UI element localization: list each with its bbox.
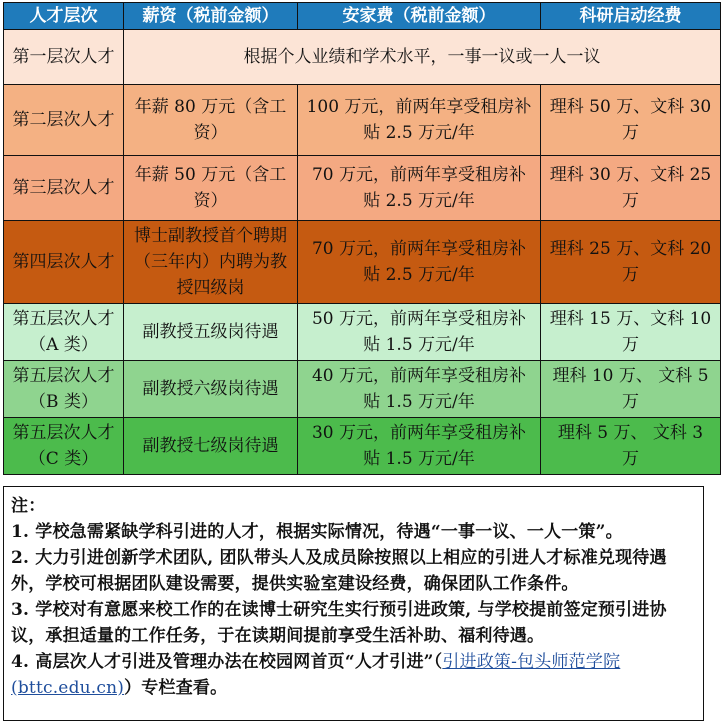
research-cell: 理科 50 万、文科 30 万 bbox=[541, 85, 721, 156]
note-item-1: 1. 学校急需紧缺学科引进的人才，根据实际情况，待遇“一事一议、一人一策”。 bbox=[11, 522, 623, 542]
salary-cell: 副教授七级岗待遇 bbox=[124, 418, 298, 475]
policy-link[interactable]: 引进政策-包头师范学院(bttc.edu.cn) bbox=[11, 652, 621, 698]
table-row bbox=[4, 304, 721, 361]
table-row bbox=[4, 30, 721, 85]
housing-cell: 70 万元，前两年享受租房补贴 2.5 万元/年 bbox=[298, 156, 541, 221]
level-cell: 第五层次人才（A 类） bbox=[4, 304, 124, 361]
level-cell: 第三层次人才 bbox=[4, 156, 124, 221]
research-cell: 理科 10 万、 文科 5 万 bbox=[541, 361, 721, 418]
header-level: 人才层次 bbox=[4, 3, 124, 30]
salary-cell: 年薪 80 万元（含工资） bbox=[124, 85, 298, 156]
level-cell: 第四层次人才 bbox=[4, 221, 124, 304]
talent-policy-table bbox=[3, 2, 721, 475]
header-housing: 安家费（税前金额） bbox=[298, 3, 541, 30]
housing-cell: 100 万元，前两年享受租房补贴 2.5 万元/年 bbox=[298, 85, 541, 156]
header-salary: 薪资（税前金额） bbox=[124, 3, 298, 30]
housing-cell: 30 万元，前两年享受租房补贴 1.5 万元/年 bbox=[298, 418, 541, 475]
research-cell: 理科 30 万、文科 25 万 bbox=[541, 156, 721, 221]
table-row bbox=[4, 221, 721, 304]
salary-cell: 副教授六级岗待遇 bbox=[124, 361, 298, 418]
table-header-row bbox=[4, 3, 721, 30]
research-cell: 理科 15 万、文科 10 万 bbox=[541, 304, 721, 361]
housing-cell: 70 万元，前两年享受租房补贴 2.5 万元/年 bbox=[298, 221, 541, 304]
notes-title: 注： bbox=[11, 496, 46, 516]
table-row bbox=[4, 418, 721, 475]
salary-cell: 年薪 50 万元（含工资） bbox=[124, 156, 298, 221]
housing-cell: 40 万元，前两年享受租房补贴 1.5 万元/年 bbox=[298, 361, 541, 418]
note-item-4 bbox=[11, 649, 696, 701]
research-cell: 理科 5 万、 文科 3 万 bbox=[541, 418, 721, 475]
salary-cell: 副教授五级岗待遇 bbox=[124, 304, 298, 361]
note-item-3: 3. 学校对有意愿来校工作的在读博士研究生实行预引进政策, 与学校提前签定预引进协议，承担适量的工作任务，于在读期间提前享受生活补助、福利待遇。 bbox=[11, 600, 667, 646]
table-row bbox=[4, 361, 721, 418]
note-item-4-suffix: ）专栏查看。 bbox=[124, 678, 228, 698]
level-cell: 第二层次人才 bbox=[4, 85, 124, 156]
level-cell: 第五层次人才（B 类） bbox=[4, 361, 124, 418]
table-row bbox=[4, 85, 721, 156]
merged-cell: 根据个人业绩和学术水平，一事一议或一人一议 bbox=[124, 30, 721, 85]
note-item-4-prefix: 4. 高层次人才引进及管理办法在校园网首页“人才引进”（ bbox=[11, 652, 443, 672]
notes-box bbox=[3, 486, 704, 721]
header-research: 科研启动经费 bbox=[541, 3, 721, 30]
salary-cell: 博士副教授首个聘期（三年内）内聘为教授四级岗 bbox=[124, 221, 298, 304]
table-row bbox=[4, 156, 721, 221]
housing-cell: 50 万元，前两年享受租房补贴 1.5 万元/年 bbox=[298, 304, 541, 361]
research-cell: 理科 25 万、文科 20 万 bbox=[541, 221, 721, 304]
level-cell: 第五层次人才（C 类） bbox=[4, 418, 124, 475]
note-item-2: 2. 大力引进创新学术团队, 团队带头人及成员除按照以上相应的引进人才标准兑现待遇外，学校可根据团队建设需要，提供实验室建设经费，确保团队工作条件。 bbox=[11, 548, 667, 594]
level-cell: 第一层次人才 bbox=[4, 30, 124, 85]
